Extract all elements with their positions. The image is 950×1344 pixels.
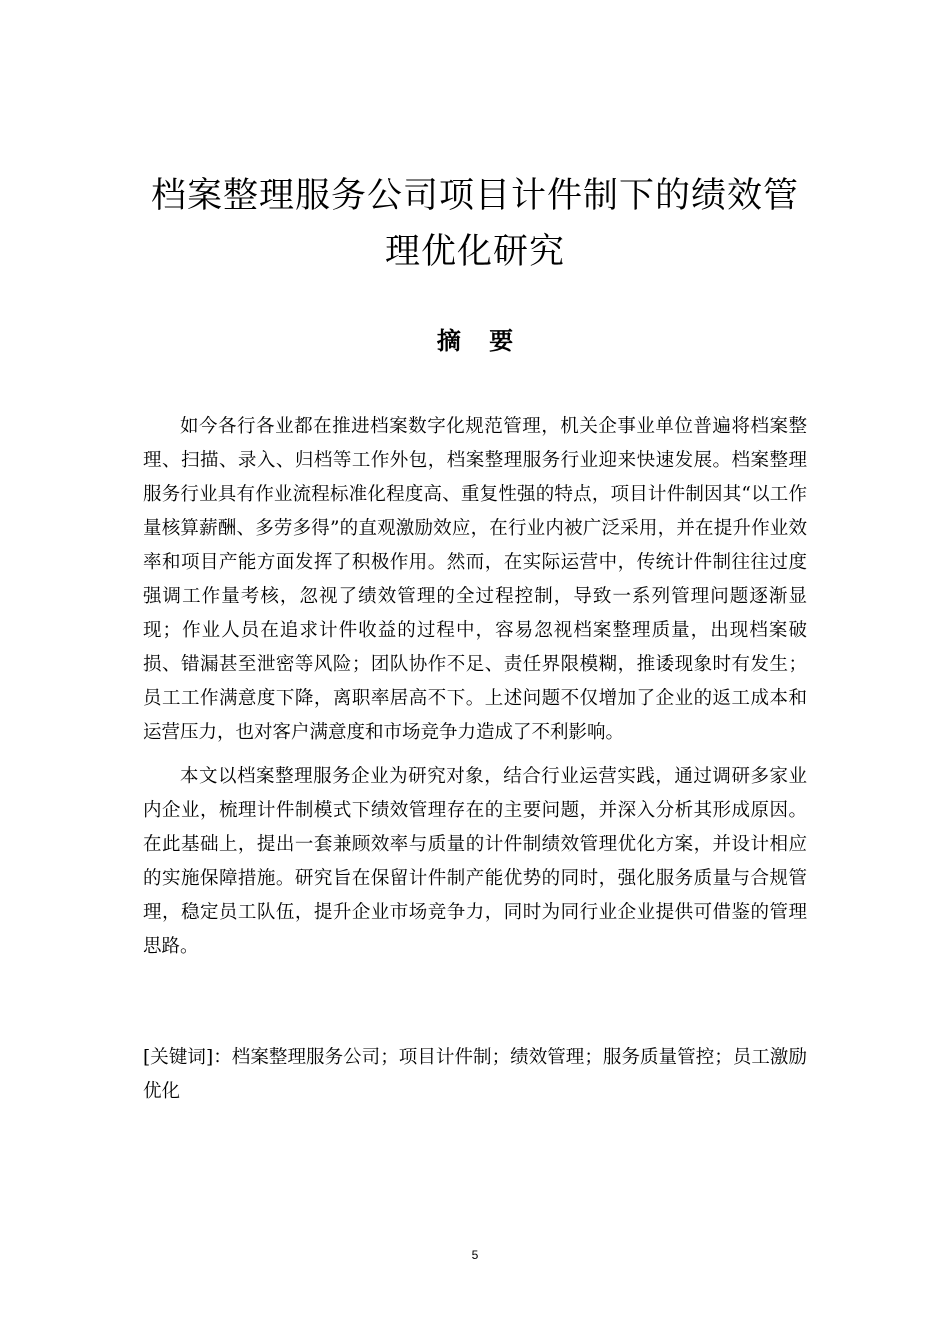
abstract-paragraph-2: 本文以档案整理服务企业为研究对象，结合行业运营实践，通过调研多家业内企业，梳理计件制模式下绩效管理存在的主要问题，并深入分析其形成原因。在此基础上，提出一套兼顾效率与质量的计件制绩效管理优化方案，并设计相应的实施保障措施。研究旨在保留计件制产能优势的同时，强化服务质量与合规管理，稳定员工队伍，提升企业市场竞争力，同时为同行业企业提供可借鉴的管理思路。 (143, 766, 807, 957)
keywords-label: [关键词]： (143, 1047, 232, 1068)
page-number: 5 (471, 1248, 479, 1262)
keywords-line (143, 1041, 807, 1109)
paper-title: 档案整理服务公司项目计件制下的绩效管理优化研究 (150, 176, 799, 272)
abstract-paragraph-1: 如今各行各业都在推进档案数字化规范管理，机关企事业单位普遍将档案整理、扫描、录入、归档等工作外包，档案整理服务行业迎来快速发展。档案整理服务行业具有作业流程标准化程度高、重复性强的特点，项目计件制因其“以工作量核算薪酬、多劳多得”的直观激励效应，在行业内被广泛采用，并在提升作业效率和项目产能方面发挥了积极作用。然而，在实际运营中，传统计件制往往过度强调工作量考核，忽视了绩效管理的全过程控制，导致一系列管理问题逐渐显现；作业人员在追求计件收益的过程中，容易忽视档案整理质量，出现档案破损、错漏甚至泄密等风险；团队协作不足、责任界限模糊，推诿现象时有发生；员工工作满意度下降，离职率居高不下。上述问题不仅增加了企业的返工成本和运营压力，也对客户满意度和市场竞争力造成了不利影响。 (143, 416, 807, 743)
abstract-heading: 摘 要 (436, 327, 524, 355)
keywords-text: 档案整理服务公司；项目计件制；绩效管理；服务质量管控；员工激励优化 (143, 1047, 807, 1102)
